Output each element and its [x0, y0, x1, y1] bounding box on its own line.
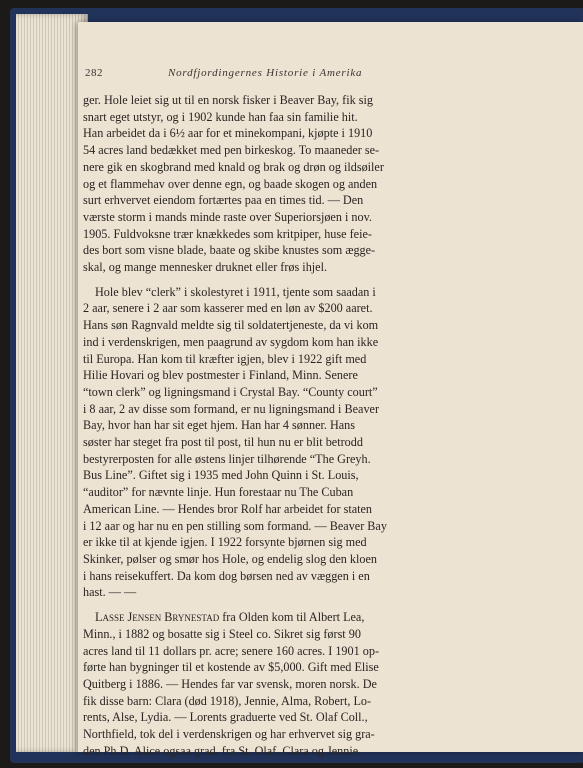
text-line: søster har steget fra post til post, til hun nu er blit betrodd [83, 435, 363, 450]
paragraph-1 [83, 92, 505, 276]
page-header [85, 67, 425, 85]
text-line: den Ph.D. Alice ogsaa grad. fra St. Olaf, Clara og Jennie [83, 743, 359, 758]
text-line: Skinker, pølser og smør hos Hole, og endelig slog den kloen [83, 551, 378, 566]
text-line: i 8 aar, 2 av disse som formand, er nu ligningsmand i Beaver [83, 401, 380, 416]
text-line [83, 609, 505, 626]
text-line: hast. — — [83, 585, 137, 600]
text-line: snart eget utstyr, og i 1902 kunde han faa sin familie hit. [83, 109, 358, 124]
text-line: Hans søn Ragnvald meldte sig til soldatertjeneste, da vi kom [83, 318, 379, 333]
text-line: ind i verdenskrigen, men paagrund av sygdom kom han ikke [83, 334, 379, 349]
text-line: Bay, hvor han har sit eget hjem. Han har 4 sønner. Hans [83, 418, 356, 433]
page-number: 282 [85, 67, 103, 79]
text-line: Bus Line”. Giftet sig i 1935 med John Quinn i St. Louis, [83, 468, 359, 483]
text-line: til Europa. Han kom til kræfter igjen, blev i 1922 gift med [83, 351, 367, 366]
text-line: Quitberg i 1886. — Hendes far var svensk, moren norsk. De [83, 676, 377, 691]
text-line: Hole blev “clerk” i skolestyret i 1911, tjente som saadan i [95, 284, 376, 299]
text-line: 2 aar, senere i 2 aar som kasserer med en løn av $200 aaret. [83, 301, 373, 316]
text-line: surt erhvervet eiendom fortærtes paa en times tid. — Den [83, 193, 364, 208]
text-line: Northfield, tok del i verdenskrigen og har erhvervet sig gra- [83, 727, 375, 742]
text-line: er ikke til at kjende igjen. I 1922 forsynte bjørnen sig med [83, 535, 367, 550]
text-line: skal, og mange mennesker druknet eller frøs ihjel. [83, 260, 328, 275]
text-line: og et flammehav over denne egn, og baade skogen og anden [83, 176, 378, 191]
person-name: Lasse Jensen Brynestad [95, 610, 220, 625]
text-line: Han arbeidet da i 6½ aar for et minekompani, kjøpte i 1910 [83, 126, 373, 141]
text-line: American Line. — Hendes bror Rolf har arbeidet for staten [83, 501, 373, 516]
text-line: 54 acres land bedækket med pen birkeskog. To maaneder se- [83, 143, 380, 158]
text-line: værste storm i mands minde raste over Superiorsjøen i nov. [83, 209, 372, 224]
running-title: Nordfjordingernes Historie i Amerika [168, 67, 363, 79]
paragraph-2 [83, 284, 505, 601]
text-line: nere gik en skogbrand med knald og brak og drøn og ildsøiler [83, 159, 384, 174]
text-line: Minn., i 1882 og bosatte sig i Steel co. Sikret sig først 90 [83, 626, 361, 641]
text-line: førte han bygninger til et kostende av $5,000. Gift med Elise [83, 660, 379, 675]
text-line: Hilie Hovari og blev postmester i Finland, Minn. Senere [83, 368, 358, 383]
text-line: “town clerk” og ligningsmand i Crystal Bay. “County court” [83, 384, 378, 399]
text-line: i 12 aar og har nu en pen stilling som formand. — Beaver Bay [83, 518, 387, 533]
text-line: “auditor” for nævnte linje. Hun forestaar nu The Cuban [83, 485, 354, 500]
text-line: fik disse barn: Clara (død 1918), Jennie, Alma, Robert, Lo- [83, 693, 372, 708]
text-line: rents, Alse, Lydia. — Lorents graduerte ved St. Olaf Coll., [83, 710, 368, 725]
paragraph-3 [83, 609, 505, 759]
text-line: 1905. Fuldvoksne trær knækkedes som kritpiper, huse feie- [83, 226, 372, 241]
body-text [83, 92, 505, 759]
text-line: bestyrerposten for alle østens linjer tilhørende “The Greyh. [83, 451, 371, 466]
text-line: acres land til 11 dollars pr. acre; senere 160 acres. I 1901 op- [83, 643, 379, 658]
text-fragment: fra Olden kom til Albert Lea, [222, 610, 365, 625]
text-line: i hans reisekuffert. Da kom dog børsen ned av væggen i en [83, 568, 370, 583]
text-line: ger. Hole leiet sig ut til en norsk fisker i Beaver Bay, fik sig [83, 93, 373, 107]
text-line: des bort som visne blade, baate og skibe knustes som ægge- [83, 243, 376, 258]
